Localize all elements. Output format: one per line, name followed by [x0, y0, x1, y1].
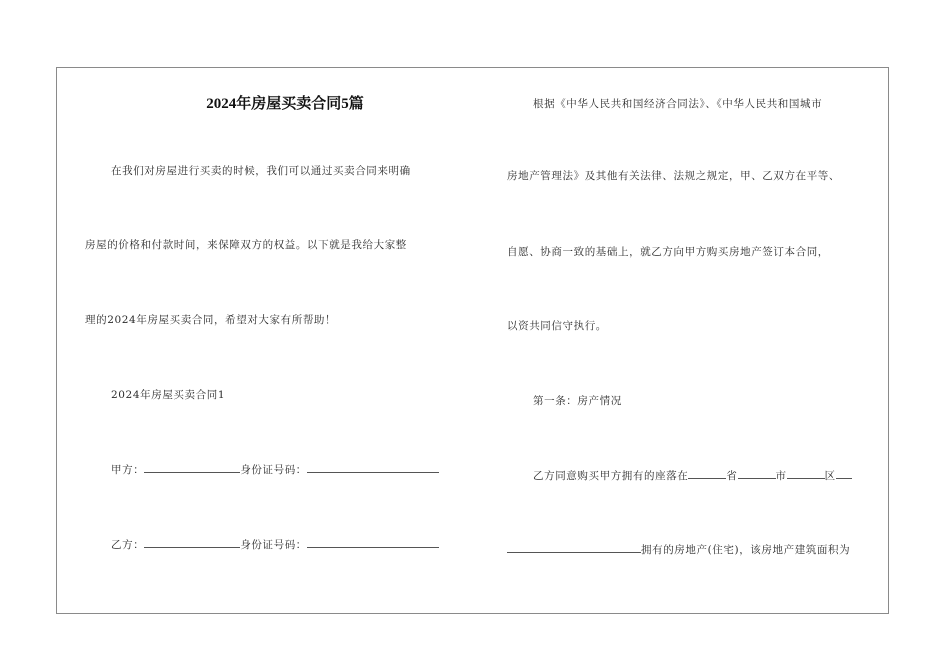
right-column [507, 68, 892, 613]
intro-paragraph-line-3: 理的2024年房屋买卖合同，希望对大家有所帮助！ [85, 314, 337, 326]
intro-paragraph-line-1: 在我们对房屋进行买卖的时候，我们可以通过买卖合同来明确 [111, 165, 411, 177]
party-a-line [111, 462, 439, 477]
district-label: 区 [824, 470, 836, 482]
property-area-line [507, 542, 850, 557]
party-b-id-label: 身份证号码： [240, 539, 307, 551]
province-label: 省 [726, 470, 738, 482]
basis-paragraph-line-2: 房地产管理法》及其他有关法律、法规之规定，甲、乙双方在平等、 [507, 170, 840, 182]
property-location-line [533, 468, 852, 483]
basis-paragraph-line-4: 以资共同信守执行。 [507, 320, 607, 332]
article-1-heading: 第一条：房产情况 [533, 395, 622, 407]
party-a-id-blank [307, 462, 439, 473]
document-page [56, 67, 889, 614]
party-a-id-label: 身份证号码： [240, 464, 307, 476]
party-a-name-blank [144, 462, 240, 473]
document-title: 2024年房屋买卖合同5篇 [206, 96, 364, 112]
left-column [85, 68, 465, 613]
party-b-id-blank [307, 537, 439, 548]
party-b-label: 乙方： [111, 539, 145, 551]
basis-paragraph-line-3: 自愿、协商一致的基础上，就乙方向甲方购买房地产签订本合同， [507, 246, 829, 258]
city-blank [738, 468, 776, 479]
city-label: 市 [775, 470, 787, 482]
party-b-name-blank [144, 537, 240, 548]
party-b-line [111, 537, 439, 552]
district-blank [787, 468, 825, 479]
property-location-prefix: 乙方同意购买甲方拥有的座落在 [533, 470, 689, 482]
property-address-blank [507, 542, 641, 553]
basis-paragraph-line-1: 根据《中华人民共和国经济合同法》、《中华人民共和国城市 [533, 98, 823, 110]
property-area-suffix: 拥有的房地产(住宅)，该房地产建筑面积为 [641, 544, 851, 556]
party-a-label: 甲方： [111, 464, 145, 476]
contract-heading: 2024年房屋买卖合同1 [111, 389, 226, 401]
province-blank [688, 468, 726, 479]
intro-paragraph-line-2: 房屋的价格和付款时间，来保障双方的权益。以下就是我给大家整 [85, 239, 407, 251]
district-trailing-blank [836, 468, 852, 479]
